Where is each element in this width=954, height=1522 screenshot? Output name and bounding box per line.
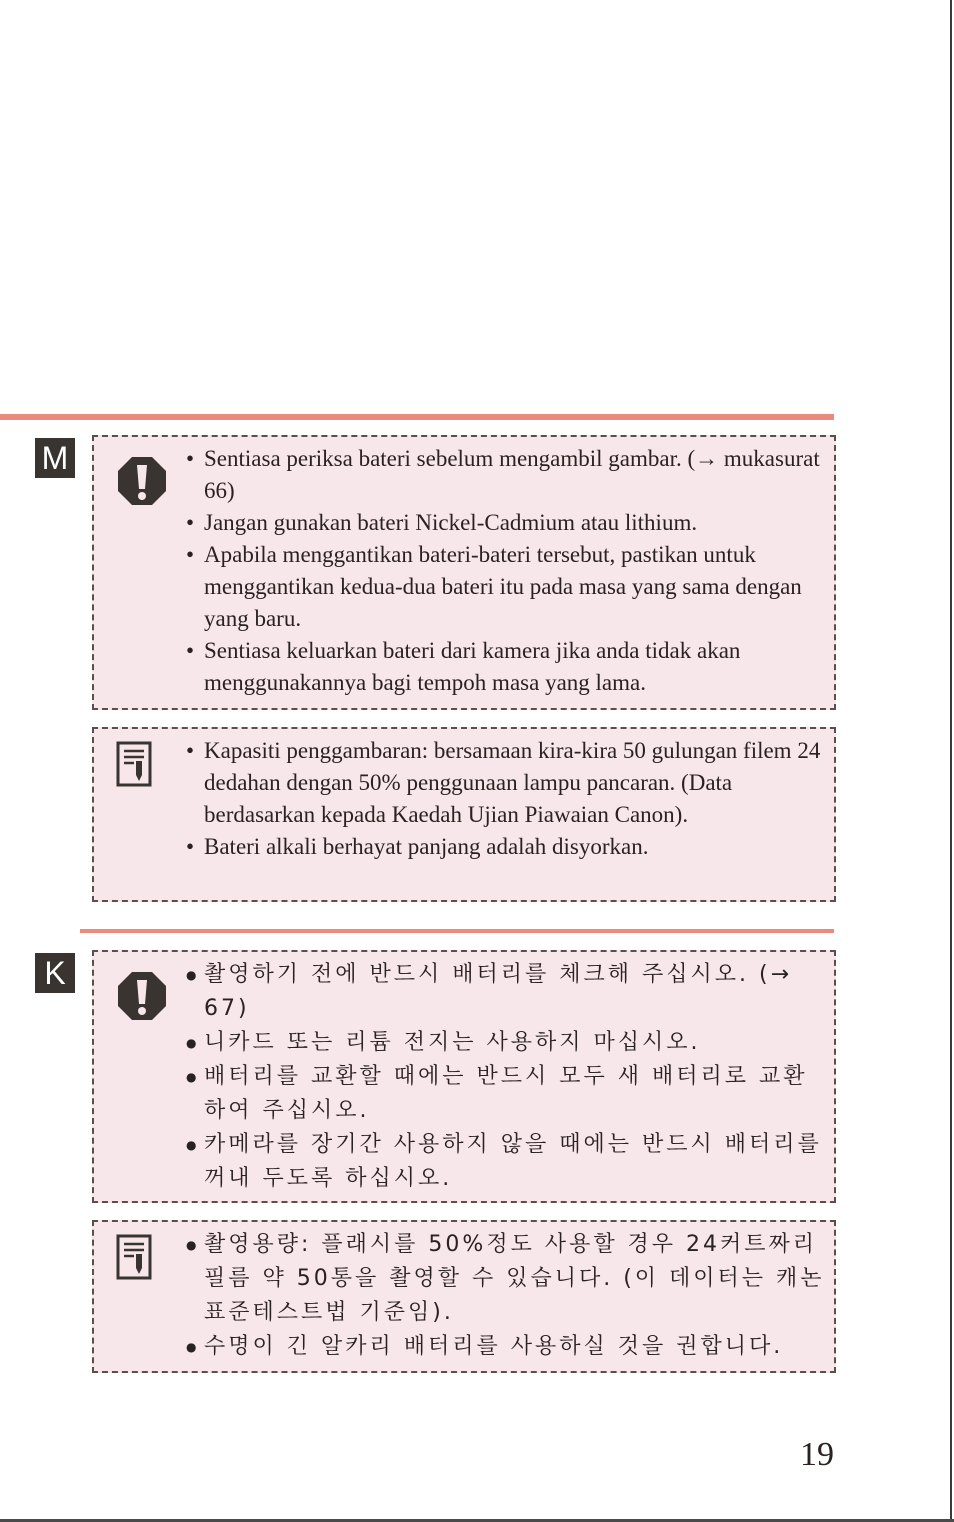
memo-box-korean: [92, 1220, 836, 1373]
warning-list-malay: [186, 443, 826, 699]
caution-icon: [116, 455, 168, 507]
list-item: ● 카메라를 장기간 사용하지 않을 때에는 반드시 배터리를 꺼내 두도록 하십시오.: [186, 1128, 826, 1196]
memo-list-korean: [186, 1228, 826, 1364]
warning-box-korean: [92, 950, 836, 1203]
list-item: • Kapasiti penggambaran: bersamaan kira-kira 50 gulungan filem 24 dedahan dengan 50% penggunaan lampu pancaran. (Data berdasarkan kepada Kaedah Ujian Piawaian Canon).: [186, 735, 826, 831]
memo-pencil-icon: [116, 1234, 152, 1280]
list-item: ● 촬영용량: 플래시를 50%정도 사용할 경우 24커트짜리 필름 약 50통을 촬영할 수 있습니다. (이 데이터는 캐논 표준테스트법 기준임).: [186, 1228, 826, 1330]
language-badge-korean: K: [35, 953, 75, 993]
memo-list-malay: [186, 735, 826, 863]
page-number: 19: [800, 1436, 834, 1473]
section-divider-korean: [80, 929, 834, 933]
list-item: • Jangan gunakan bateri Nickel-Cadmium atau lithium.: [186, 507, 826, 539]
warning-box-malay: [92, 435, 836, 710]
warning-list-korean: [186, 958, 826, 1196]
list-item: ● 니카드 또는 리튬 전지는 사용하지 마십시오.: [186, 1026, 826, 1060]
list-item: • Bateri alkali berhayat panjang adalah disyorkan.: [186, 831, 826, 863]
list-item: ● 촬영하기 전에 반드시 배터리를 체크해 주십시오. (→ 67): [186, 958, 826, 1026]
list-item: ● 배터리를 교환할 때에는 반드시 모두 새 배터리로 교환하여 주십시오.: [186, 1060, 826, 1128]
list-item: • Sentiasa keluarkan bateri dari kamera jika anda tidak akan menggunakannya bagi tempoh masa yang lama.: [186, 635, 826, 699]
page-edge-right: [950, 0, 952, 1522]
memo-pencil-icon: [116, 741, 152, 787]
language-badge-malay: M: [35, 438, 75, 478]
memo-box-malay: [92, 727, 836, 902]
list-item: ● 수명이 긴 알카리 배터리를 사용하실 것을 권합니다.: [186, 1330, 826, 1364]
list-item: • Apabila menggantikan bateri-bateri tersebut, pastikan untuk menggantikan kedua-dua bateri itu pada masa yang sama dengan yang baru.: [186, 539, 826, 635]
caution-icon: [116, 970, 168, 1022]
section-divider-malay: [0, 414, 834, 420]
list-item: • Sentiasa periksa bateri sebelum mengambil gambar. (→ mukasurat 66): [186, 443, 826, 507]
